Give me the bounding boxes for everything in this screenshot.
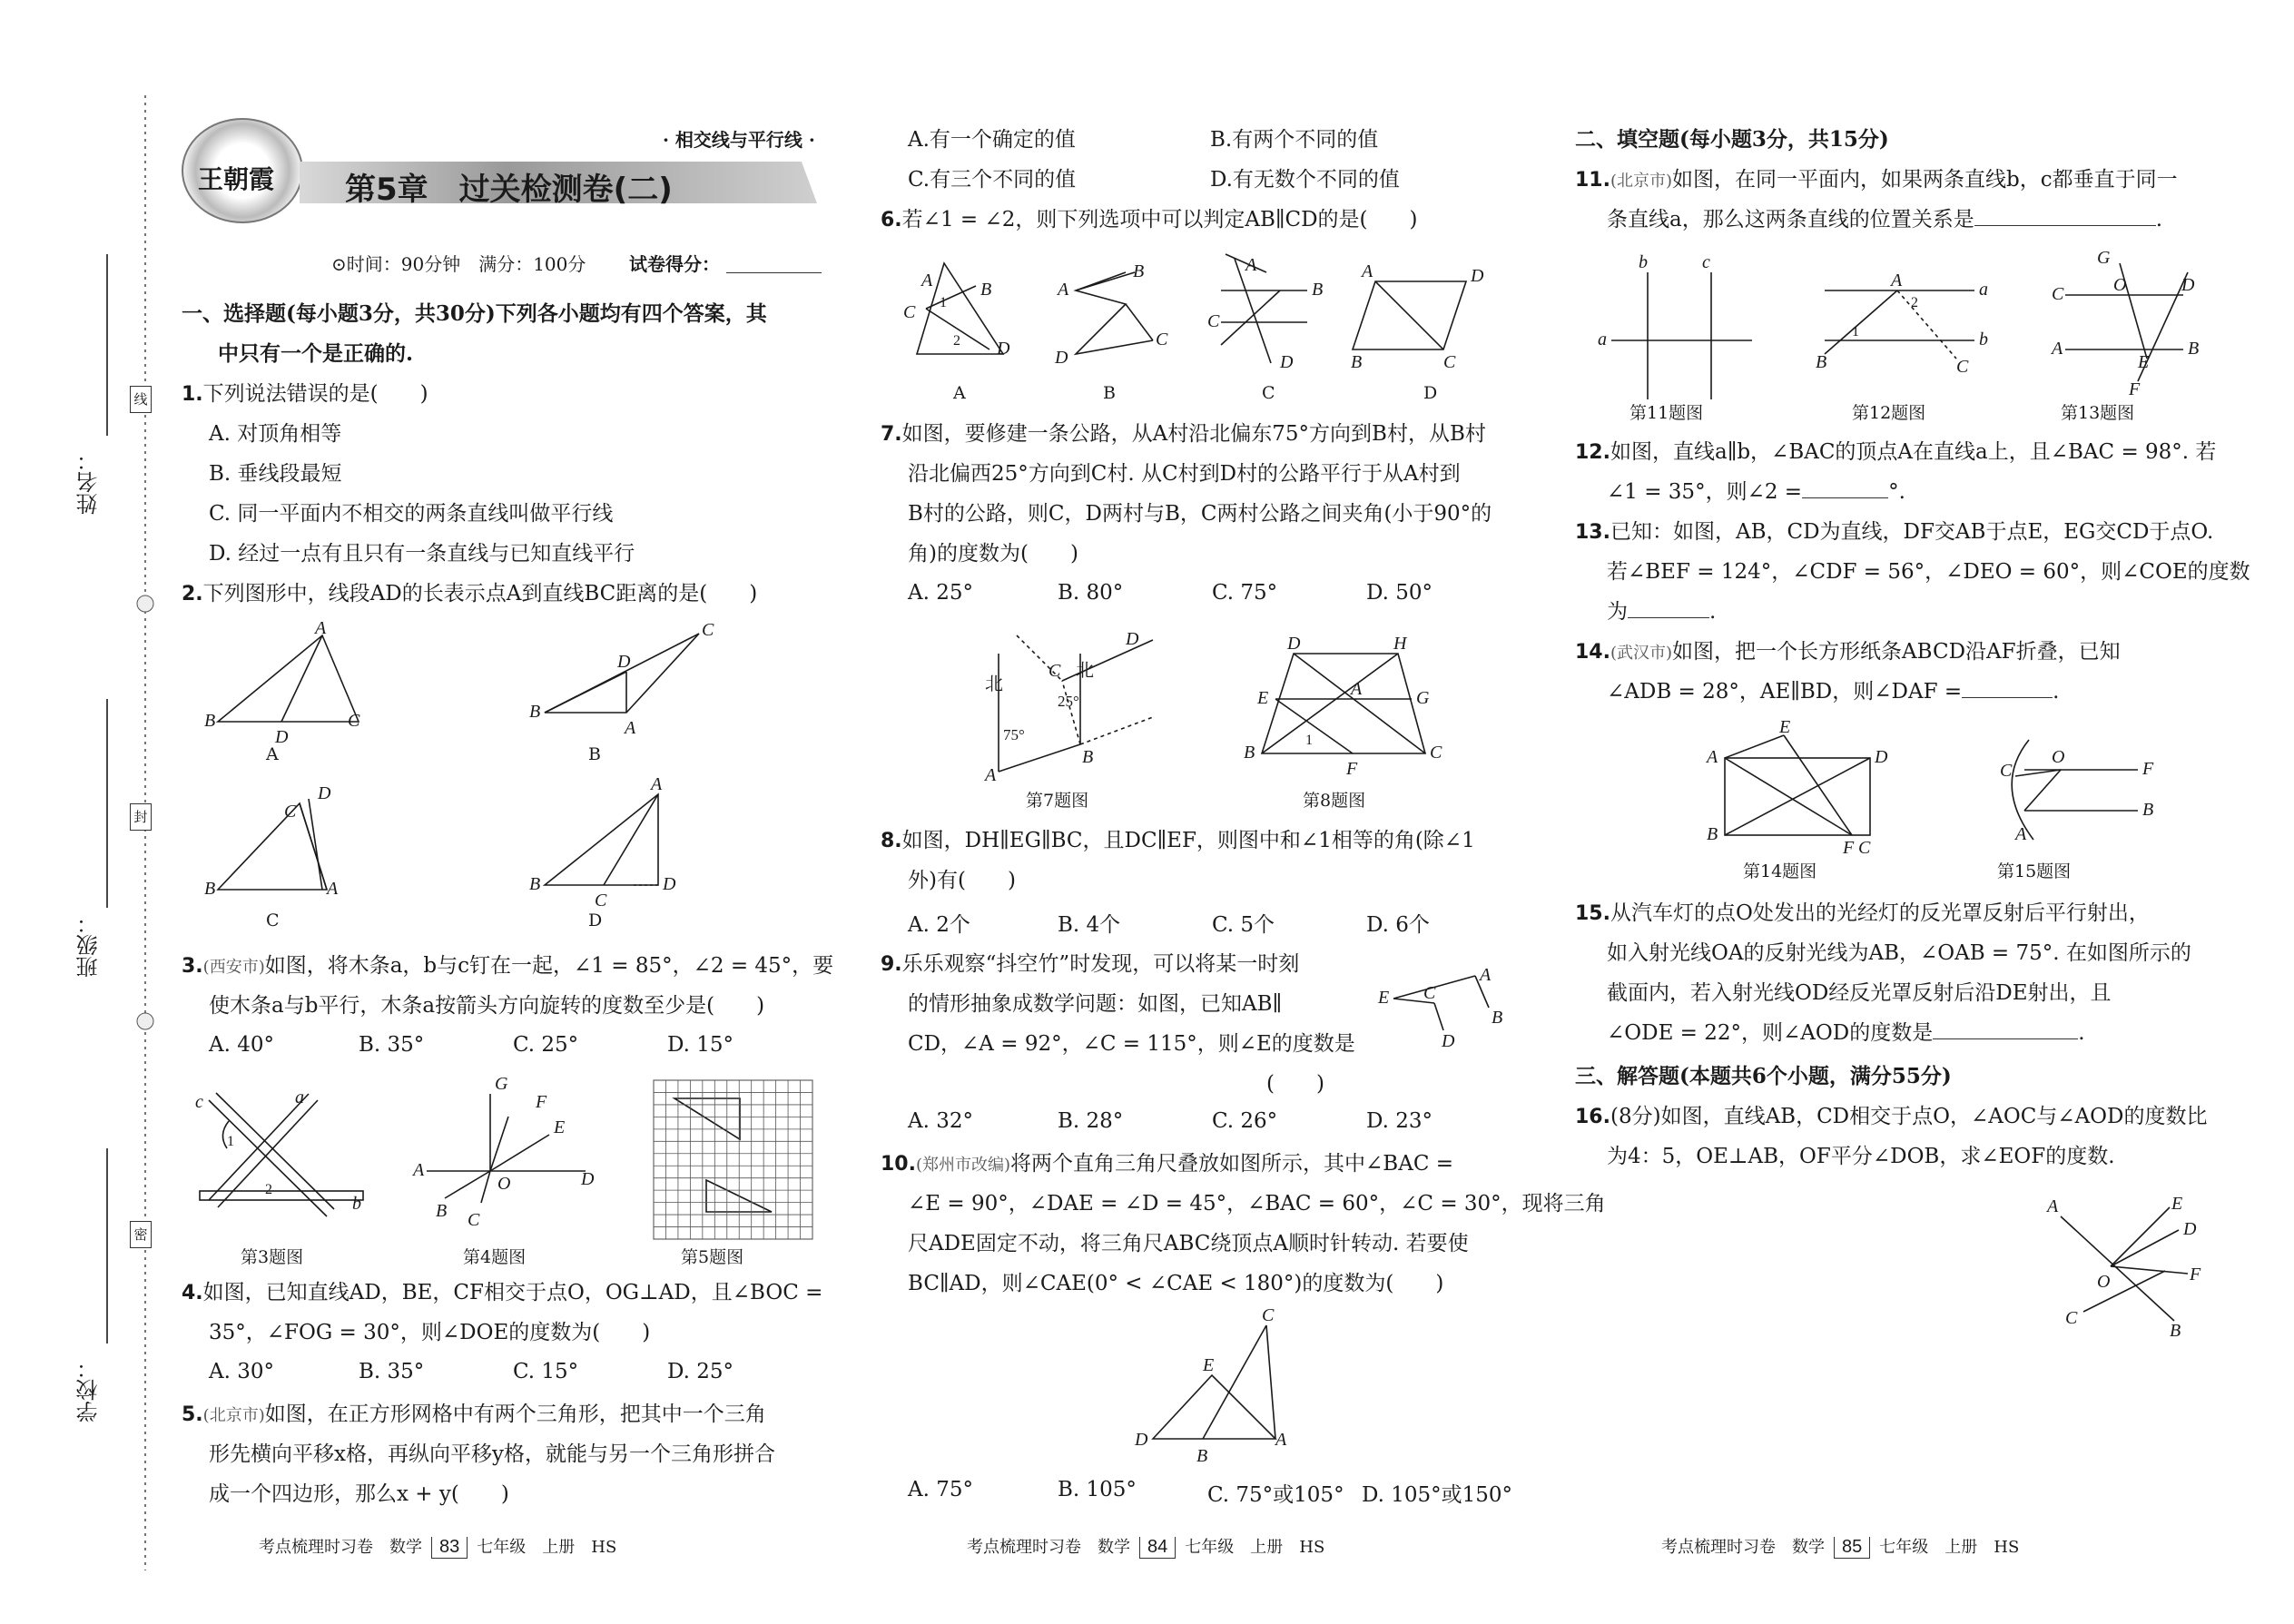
svg-text:B: B [2188,339,2200,359]
q14-source: (武汉市) [1610,644,1673,663]
q15-text3: 截面内，若入射光线OD经反光罩反射后沿DE射出，且 [1607,981,2112,1005]
q10-option-d[interactable]: D. 105°或150° [1362,1483,1513,1507]
svg-text:G: G [1416,688,1430,708]
q15-text1: 从汽车灯的点O处发出的光经灯的反光罩反射后平行射出， [1610,901,2150,925]
q10-figure [1135,1307,1316,1471]
q2-number: 2. [182,583,203,605]
q5-source: (北京市) [202,1406,265,1425]
q11-text2-label: 条直线a，那么这两条直线的位置关系是 [1607,208,1974,231]
q2-fig-c: C [266,910,280,930]
svg-text:D: D [617,652,631,672]
page-number-84: 84 [1139,1537,1176,1559]
svg-text:C: C [468,1210,480,1230]
q12-stem [1575,438,2216,468]
svg-text:D: D [1126,629,1139,649]
score-label: 试卷得分： [629,253,720,275]
svg-text:E: E [2171,1194,2183,1214]
svg-text:A: A [2047,1196,2059,1216]
fig14-caption: 第14题图 [1743,861,1817,881]
footer-book-3: 考点梳理时习卷 数学 [1661,1538,1825,1557]
class-label: 班级： [76,912,102,978]
svg-text:D: D [663,874,676,894]
svg-text:D: D [1471,266,1484,286]
q16-stem [1575,1102,2207,1132]
q13-text1: 已知：如图，AB，CD为直线，DF交AB于点E，EG交CD于点O. [1610,520,2214,544]
svg-text:B: B [1244,743,1255,763]
svg-text:1: 1 [1852,324,1859,340]
svg-text:b: b [1979,330,1988,349]
svg-text:B: B [2170,1321,2181,1341]
svg-text:c: c [1702,252,1710,272]
svg-text:2: 2 [265,1182,272,1197]
svg-text:D: D [1875,747,1888,767]
q3-text2: 使木条a与b平行，木条a按箭头方向旋转的度数至少是( ) [209,994,765,1018]
svg-text:D: D [1442,1031,1455,1051]
name-label: 姓名： [76,449,102,515]
q4-number: 4. [182,1282,203,1304]
svg-text:2: 2 [1911,295,1918,310]
svg-text:A: A [315,618,327,638]
q3-source: (西安市) [202,958,265,977]
q4-option-c[interactable]: C. 15° [513,1360,579,1383]
svg-text:a: a [1598,330,1607,349]
q8-text1: 如图，DH∥EG∥BC，且DC∥EF，则图中和∠1相等的角(除∠1 [901,829,1475,852]
fig12-caption: 第12题图 [1852,403,1926,423]
svg-text:C: C [1430,743,1442,763]
svg-text:B: B [204,879,216,899]
fig4-caption: 第4题图 [463,1247,527,1267]
q8-text2: 外)有( ) [908,869,1016,892]
q10-text1: 将两个直角三角尺叠放如图所示，其中∠BAC = [1010,1152,1453,1176]
svg-text:C: C [1207,311,1220,331]
footer-grade-1: 七年级 上册 HS [477,1538,617,1557]
q9-option-b[interactable]: B. 28° [1058,1109,1124,1133]
q14-text2: ∠ADB = 28°，AE∥BD，则∠DAF = . [1607,680,2060,704]
svg-text:A: A [2052,339,2063,359]
q15-text4: ∠ODE = 22°，则∠AOD的度数是 . [1607,1021,2085,1045]
q2-text: 下列图形中，线段AD的长表示点A到直线BC距离的是( ) [202,582,758,605]
svg-text:C: C [903,302,916,322]
q14-answer-blank[interactable] [1962,697,2053,698]
svg-text:O: O [497,1174,511,1194]
q8-option-b[interactable]: B. 4个 [1058,913,1121,937]
svg-text:C: C [2000,761,2013,781]
q7-text1: 如图，要修建一条公路，从A村沿北偏东75°方向到B村，从B村 [901,422,1486,446]
svg-text:A: A [651,774,663,794]
q13-text3-label: 为 [1607,600,1628,624]
q10-text3: 尺ADE固定不动，将三角尺ABC绕顶点A顺时针转动. 若要使 [908,1232,1469,1255]
svg-text:E: E [1378,988,1390,1008]
footer-book-1: 考点梳理时习卷 数学 [259,1538,422,1557]
q10-text2: ∠E = 90°，∠DAE = ∠D = 45°，∠BAC = 60°，∠C = 30°，现将三角 [908,1192,1606,1216]
q2-fig-d: D [588,910,603,930]
q12-text1: 如图，直线a∥b，∠BAC的顶点A在直线a上，且∠BAC = 98°. 若 [1610,440,2217,464]
svg-text:A: A [1707,747,1718,767]
q10-source: (郑州市改编) [915,1156,1011,1175]
q1-number: 1. [182,383,203,406]
svg-text:A: A [985,765,997,785]
svg-text:B: B [1351,352,1363,372]
q7-number: 7. [881,423,902,446]
q9-text1: 乐乐观察“抖空竹”时发现，可以将某一时刻 [901,952,1300,976]
svg-text:C: C [1443,352,1456,372]
q2-fig-b: B [588,744,601,764]
svg-text:A: A [921,271,933,290]
svg-text:B: B [1492,1008,1503,1028]
svg-text:1: 1 [227,1134,234,1149]
q6-fig-c: C [1262,383,1275,403]
svg-text:A: A [625,718,636,738]
q1-option-c[interactable]: C. 同一平面内不相交的两条直线叫做平行线 [209,502,614,526]
q7-option-d[interactable]: D. 50° [1366,581,1433,605]
q10-text4: BC∥AD，则∠CAE(0° < ∠CAE < 180°)的度数为( ) [908,1272,1444,1295]
svg-text:D: D [1287,634,1301,654]
q15-stem [1575,899,2150,929]
fig15-caption: 第15题图 [1997,861,2072,881]
svg-text:O: O [2113,275,2127,295]
q5-number: 5. [182,1403,203,1426]
svg-text:D: D [997,339,1010,359]
svg-text:D: D [1280,352,1294,372]
svg-text:C: C [702,620,714,640]
q11-number: 11. [1575,169,1610,192]
q12-number: 12. [1575,441,1610,464]
svg-text:F: F [1843,838,1855,858]
q7-text3: B村的公路，则C，D两村与B，C两村公路之间夹角(小于90°的 [908,502,1492,526]
q13-number: 13. [1575,521,1610,544]
svg-text:D: D [2183,1219,2197,1239]
q8-option-c[interactable]: C. 5个 [1212,913,1275,937]
topic-label: · 相交线与平行线 · [663,129,815,151]
q13-text2: 若∠BEF = 124°，∠CDF = 56°，∠DEO = 60°，则∠COE的度数 [1607,560,2250,584]
svg-text:B: B [980,280,992,300]
q2-fig-a: A [266,744,279,764]
q7-option-b[interactable]: B. 80° [1058,581,1124,605]
q11-text1: 如图，在同一平面内，如果两条直线b，c都垂直于同一 [1672,168,2178,192]
q16-text2: 为4：5，OE⊥AB，OF平分∠DOB，求∠EOF的度数. [1607,1145,2115,1168]
footer-left [259,1534,616,1559]
q12-text2: ∠1 = 35°，则∠2 = °. [1607,480,1905,504]
q14-text2-label: ∠ADB = 28°，AE∥BD，则∠DAF = [1607,680,1963,704]
q3-stem [182,951,833,982]
svg-text:B: B [204,711,216,731]
footer-grade-2: 七年级 上册 HS [1185,1538,1325,1557]
svg-text:E: E [554,1117,566,1137]
section2-title: 二、填空题(每小题3分，共15分) [1575,127,1889,152]
svg-text:A: A [327,879,339,899]
q16-figure [2033,1189,2233,1343]
q8-stem [881,826,1475,856]
q5-option-d[interactable]: D.有无数个不同的值 [1210,168,1400,192]
svg-text:F: F [1346,759,1358,779]
q14-text1: 如图，把一个长方形纸条ABCD沿AF折叠，已知 [1672,640,2121,664]
q6-fig-a: A [953,383,966,403]
score-blank[interactable] [726,272,822,273]
q3-option-c[interactable]: C. 25° [513,1033,579,1057]
time-info: ⊙时间：90分钟 满分：100分 [331,253,586,275]
logo-text: 王朝霞 [198,164,275,194]
school-label: 学校： [76,1357,102,1422]
q1-option-d[interactable]: D. 经过一点有且只有一条直线与已知直线平行 [209,542,635,566]
q16-number: 16. [1575,1106,1610,1128]
q9-figure [1362,940,1516,1051]
q11-source: (北京市) [1610,172,1673,191]
fig5-caption: 第5题图 [681,1247,744,1267]
figs-14-15 [1702,717,2210,858]
svg-text:E: E [2138,352,2150,372]
q7-stem [881,419,1486,449]
svg-text:B: B [1312,280,1324,300]
svg-text:O: O [2097,1272,2111,1292]
q15-answer-blank[interactable] [1933,1038,2078,1039]
svg-text:1: 1 [1305,733,1313,748]
svg-text:C: C [1423,983,1436,1003]
section1-subtitle: 中只有一个是正确的. [218,341,414,366]
svg-text:C: C [1858,838,1871,858]
svg-text:b: b [1639,252,1648,272]
q5-option-a[interactable]: A.有一个确定的值 [908,128,1076,152]
q7-option-a[interactable]: A. 25° [908,581,973,605]
q10-number: 10. [881,1153,916,1176]
svg-text:B: B [1816,352,1827,372]
q6-fig-b: B [1103,383,1116,403]
q6-figures [899,254,1516,372]
q13-text3: 为 . [1607,600,1717,624]
q4-stem [182,1278,822,1308]
q10-option-c[interactable]: C. 75°或105° [1207,1483,1344,1507]
q3-text1: 如图，将木条a，b与c钉在一起，∠1 = 85°，∠2 = 45°，要 [264,954,834,978]
q15-text2: 如入射光线OA的反射光线为AB，∠OAB = 75°. 在如图所示的 [1607,941,2191,965]
page-number-85: 85 [1834,1537,1870,1559]
q14-stem [1575,637,2121,668]
fig8-caption: 第8题图 [1303,791,1366,811]
q1-option-a[interactable]: A. 对顶角相等 [209,422,342,446]
svg-text:A: A [1275,1430,1287,1450]
binding-strip [0,0,172,1624]
svg-text:2: 2 [953,333,960,349]
svg-text:G: G [2097,248,2111,268]
svg-text:F: F [2190,1265,2201,1284]
q10-option-b[interactable]: B. 105° [1058,1478,1137,1501]
q13-stem [1575,517,2213,547]
svg-text:C: C [284,802,297,822]
svg-text:E: E [1257,688,1269,708]
q9-text2: 的情形抽象成数学问题：如图，已知AB∥ [908,992,1283,1016]
q2-figures [204,618,794,935]
binding-mark-dense: 密 [130,1221,152,1248]
footer-grade-3: 七年级 上册 HS [1879,1538,2020,1557]
fig3-caption: 第3题图 [241,1247,304,1267]
figs-7-8 [980,626,1489,785]
svg-text:A: A [1245,255,1257,275]
svg-text:C: C [1049,661,1061,681]
q10-option-a[interactable]: A. 75° [908,1478,973,1501]
q9-text4: ( ) [1266,1072,1324,1096]
svg-text:C: C [1156,330,1168,349]
svg-text:A: A [1362,261,1373,281]
q3-option-b[interactable]: B. 35° [359,1033,425,1057]
svg-text:B: B [529,702,541,722]
svg-text:H: H [1393,634,1407,654]
q12-text2-label: ∠1 = 35°，则∠2 = [1607,480,1803,504]
q4-option-d[interactable]: D. 25° [667,1360,734,1383]
svg-text:A: A [1480,965,1492,985]
svg-text:O: O [2052,747,2065,767]
q3-option-a[interactable]: A. 40° [209,1033,274,1057]
q1-option-b[interactable]: B. 垂线段最短 [209,462,342,486]
q14-number: 14. [1575,641,1610,664]
q15-text4-label: ∠ODE = 22°，则∠AOD的度数是 [1607,1021,1934,1045]
svg-text:A: A [1891,271,1903,290]
q5-option-c[interactable]: C.有三个不同的值 [908,168,1077,192]
q3-option-d[interactable]: D. 15° [667,1033,734,1057]
q6-number: 6. [881,209,902,231]
fig11-caption: 第11题图 [1629,403,1704,423]
q9-option-a[interactable]: A. 32° [908,1109,973,1133]
svg-text:A: A [413,1160,425,1180]
q4-option-b[interactable]: B. 35° [359,1360,425,1383]
svg-text:C: C [1956,357,1969,377]
fig7-caption: 第7题图 [1026,791,1089,811]
footer-middle [967,1534,1324,1559]
svg-text:A: A [1351,679,1363,699]
svg-text:D: D [318,783,331,803]
figs-11-12-13 [1593,248,2247,408]
q1-stem [182,379,428,409]
q8-number: 8. [881,830,902,852]
q4-text2: 35°，∠FOG = 30°，则∠DOE的度数为( ) [209,1321,651,1344]
q3-number: 3. [182,955,203,978]
svg-text:F: F [2129,379,2141,399]
q1-text: 下列说法错误的是( ) [202,382,428,406]
svg-text:a: a [295,1088,304,1107]
chapter-title: 第5章 过关检测卷(二) [345,172,673,208]
footer-right [1661,1534,2019,1559]
svg-text:D: D [1055,348,1068,368]
svg-text:D: D [2181,275,2195,295]
q5-text1: 如图，在正方形网格中有两个三角形，把其中一个三角 [264,1403,766,1426]
q7-text4: 角)的度数为( ) [908,542,1078,566]
q10-stem [881,1149,1453,1180]
binding-mark-line: 线 [130,386,152,413]
svg-text:B: B [1082,747,1094,767]
svg-text:B: B [436,1201,448,1221]
q4-option-a[interactable]: A. 30° [209,1360,274,1383]
q16-text1: (8分)如图，直线AB，CD相交于点O，∠AOC与∠AOD的度数比 [1610,1105,2208,1128]
svg-text:C: C [2065,1308,2078,1328]
q7-option-c[interactable]: C. 75° [1212,581,1278,605]
q6-text: 若∠1 = ∠2，则下列选项中可以判定AB∥CD的是( ) [901,208,1418,231]
svg-text:B: B [529,874,541,894]
q9-number: 9. [881,953,902,976]
svg-text:C: C [348,711,360,731]
q6-stem [881,205,1418,235]
svg-text:c: c [195,1092,203,1112]
svg-text:B: B [1707,824,1718,844]
svg-text:E: E [1779,717,1791,737]
fig13-caption: 第13题图 [2061,403,2135,423]
svg-text:C: C [2052,284,2064,304]
q9-text3: CD，∠A = 92°，∠C = 115°，则∠E的度数是 [908,1032,1355,1056]
svg-text:F: F [2142,759,2154,779]
section3-title: 三、解答题(本题共6个小题，满分55分) [1575,1064,1952,1088]
q15-number: 15. [1575,902,1610,925]
svg-text:C: C [595,891,607,910]
q5-stem [182,1400,766,1431]
page-number-83: 83 [431,1537,468,1559]
svg-text:B: B [2142,800,2154,820]
q8-option-a[interactable]: A. 2个 [908,913,970,937]
q4-text1: 如图，已知直线AD，BE，CF相交于点O，OG⊥AD，且∠BOC = [202,1281,823,1304]
svg-text:1: 1 [940,295,947,310]
q9-option-c[interactable]: C. 26° [1212,1109,1278,1133]
svg-text:25°: 25° [1058,693,1079,710]
q9-stem [881,950,1299,979]
svg-text:B: B [1196,1446,1208,1466]
q5-option-b[interactable]: B.有两个不同的值 [1210,128,1379,152]
svg-text:a: a [1979,280,1988,300]
q11-stem [1575,165,2178,196]
svg-text:A: A [1058,280,1069,300]
q11-text2: 条直线a，那么这两条直线的位置关系是 . [1607,208,2163,231]
svg-text:北: 北 [985,674,1003,694]
svg-text:G: G [495,1074,508,1094]
q13-answer-blank[interactable] [1628,617,1709,618]
q7-text2: 沿北偏西25°方向到C村. 从C村到D村的公路平行于从A村到 [908,462,1461,486]
svg-text:B: B [1133,261,1145,281]
svg-text:E: E [1203,1355,1215,1375]
svg-text:D: D [581,1169,595,1189]
q5-text2: 形先横向平移x格，再纵向平移y格，就能与另一个三角形拼合 [209,1442,775,1466]
q12-answer-blank[interactable] [1802,497,1888,498]
section1-title: 一、选择题(每小题3分，共30分)下列各小题均有四个答案，其 [182,301,767,326]
svg-text:75°: 75° [1003,726,1025,743]
svg-text:D: D [275,727,289,747]
svg-text:b: b [352,1194,361,1214]
footer-book-2: 考点梳理时习卷 数学 [967,1538,1130,1557]
q5-text3: 成一个四边形，那么x + y( ) [209,1482,509,1506]
q2-stem [182,579,757,609]
svg-text:北: 北 [1076,661,1094,681]
q11-answer-blank[interactable] [1974,225,2156,226]
q9-option-d[interactable]: D. 23° [1366,1109,1433,1133]
q5-grid-lines [654,1080,817,1244]
q6-fig-d: D [1423,383,1438,403]
svg-text:D: D [1135,1430,1148,1450]
svg-text:C: C [1262,1305,1275,1325]
svg-text:A: A [2015,824,2027,844]
svg-text:F: F [536,1092,547,1112]
q8-option-d[interactable]: D. 6个 [1366,913,1430,937]
binding-mark-seal: 封 [130,803,152,831]
